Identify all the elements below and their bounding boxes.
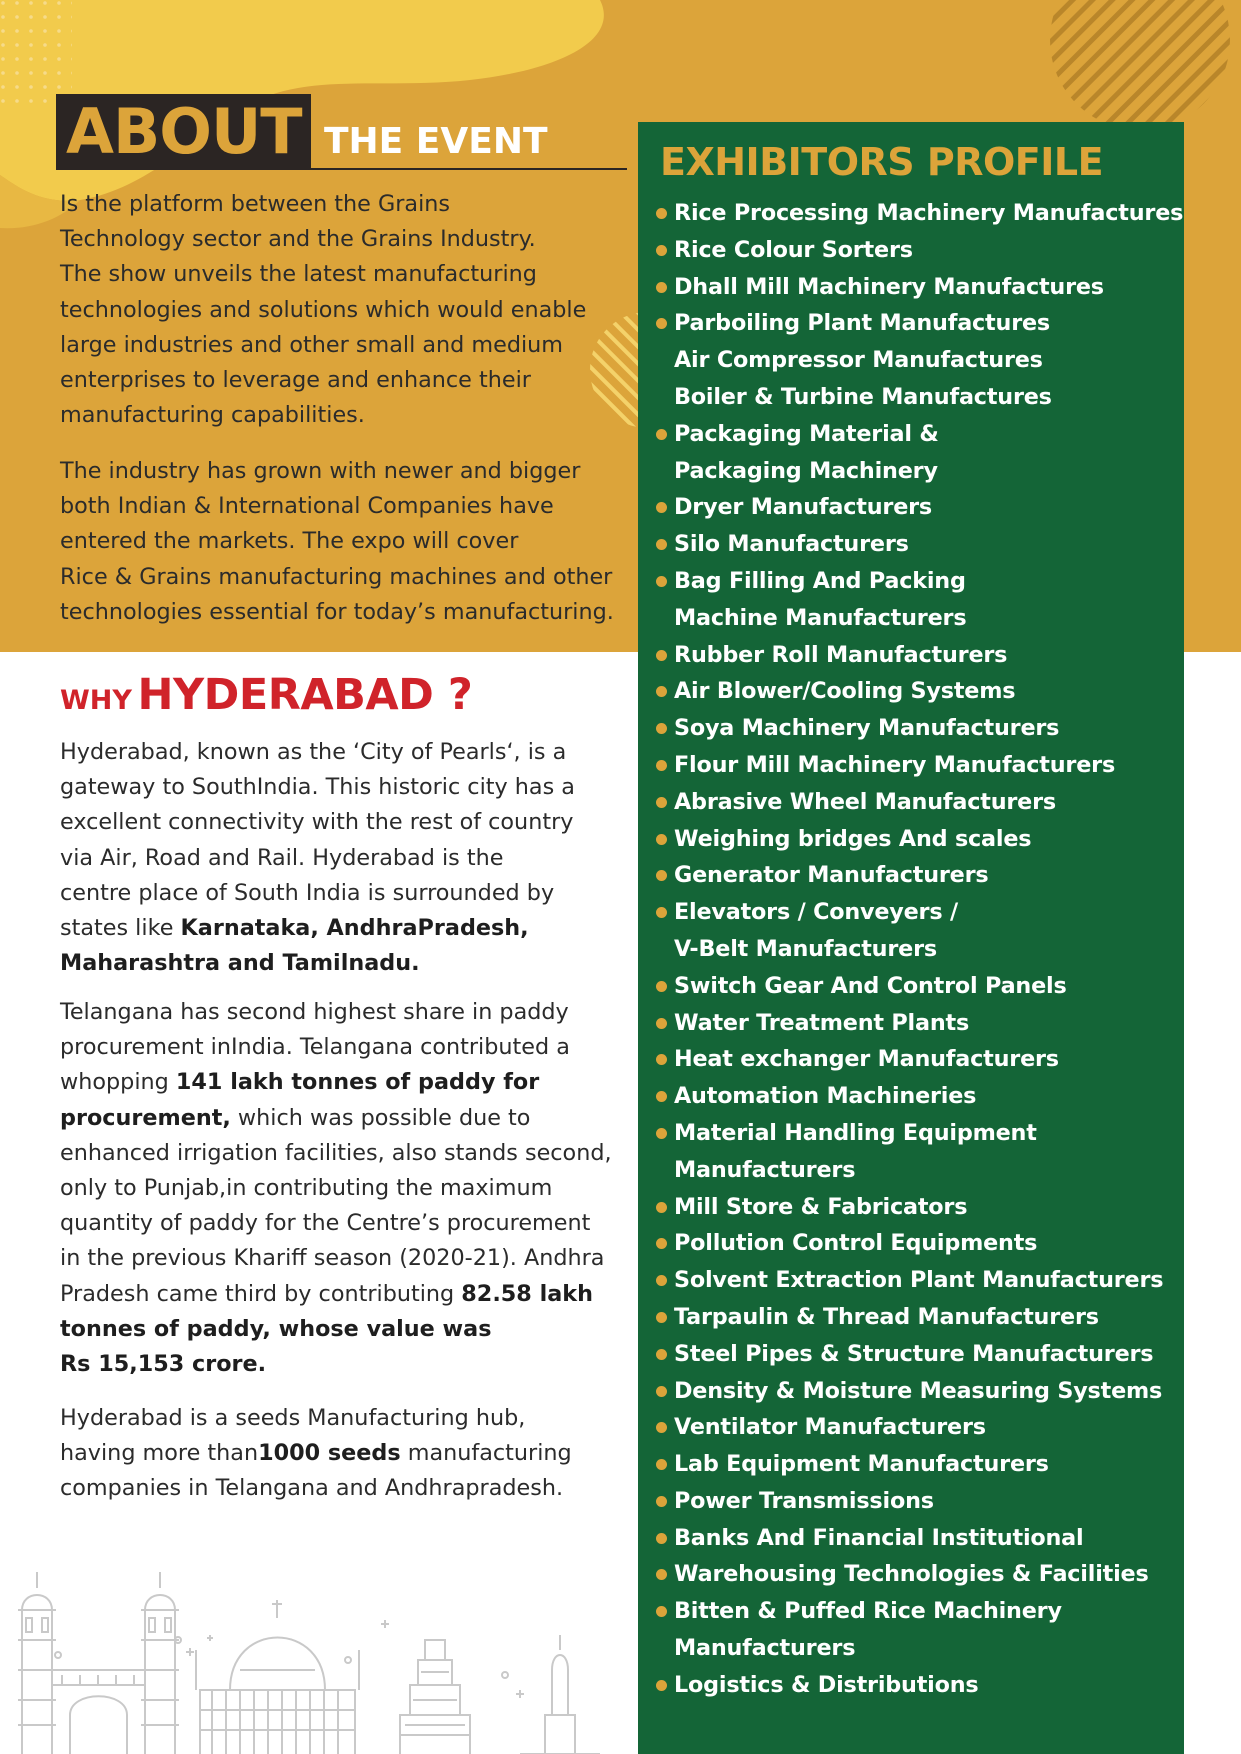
text-line: Telangana has second highest share in paddy xyxy=(60,999,569,1025)
text-line: The industry has grown with newer and bigger xyxy=(60,458,581,484)
exhibitor-item: Elevators / Conveyers / xyxy=(654,894,1180,931)
bold-text: 82.58 lakh xyxy=(461,1280,593,1307)
why-paragraph-1 xyxy=(60,735,640,981)
text-line: Is the platform between the Grains xyxy=(60,191,451,217)
exhibitor-item: Switch Gear And Control Panels xyxy=(654,968,1180,1005)
text-span: states like xyxy=(60,915,181,942)
exhibitor-item: Banks And Financial Institutional xyxy=(654,1520,1180,1557)
exhibitor-item: Weighing bridges And scales xyxy=(654,821,1180,858)
text-line: gateway to SouthIndia. This historic city has a xyxy=(60,774,575,801)
exhibitor-item: Rice Colour Sorters xyxy=(654,232,1180,269)
why-paragraph-3 xyxy=(60,1401,640,1507)
exhibitor-item: Generator Manufacturers xyxy=(654,857,1180,894)
exhibitor-item: Silo Manufacturers xyxy=(654,526,1180,563)
text-line xyxy=(60,1312,640,1347)
text-line: manufacturing capabilities. xyxy=(60,402,365,429)
exhibitor-item: Density & Moisture Measuring Systems xyxy=(654,1373,1180,1410)
why-title-big: HYDERABAD ? xyxy=(137,670,473,720)
text-line: centre place of South India is surrounded by xyxy=(60,879,555,906)
exhibitor-item: Manufacturers xyxy=(674,1156,856,1183)
exhibitor-item: V-Belt Manufacturers xyxy=(674,935,937,962)
text-line: companies in Telangana and Andhrapradesh. xyxy=(60,1475,564,1502)
exhibitor-item: Dhall Mill Machinery Manufactures xyxy=(654,269,1180,306)
text-line xyxy=(60,946,640,981)
exhibitor-item: Mill Store & Fabricators xyxy=(654,1189,1180,1226)
exhibitor-item: Boiler & Turbine Manufactures xyxy=(674,383,1052,410)
exhibitor-item: Parboiling Plant Manufactures xyxy=(654,305,1180,342)
text-line: both Indian & International Companies have xyxy=(60,493,554,520)
exhibitor-item: Packaging Material & xyxy=(654,416,1180,453)
exhibitor-item: Abrasive Wheel Manufacturers xyxy=(654,784,1180,821)
about-title-word: ABOUT xyxy=(56,94,311,170)
exhibitor-item: Heat exchanger Manufacturers xyxy=(654,1041,1180,1078)
text-line: large industries and other small and medium xyxy=(60,331,564,358)
text-line: only to Punjab,in contributing the maximum xyxy=(60,1175,553,1202)
text-line: Hyderabad, known as the ‘City of Pearls‘, is a xyxy=(60,739,567,765)
exhibitor-item: Soya Machinery Manufacturers xyxy=(654,710,1180,747)
exhibitor-item: Automation Machineries xyxy=(654,1078,1180,1115)
about-title-rest: THE EVENT xyxy=(324,121,548,162)
exhibitor-item: Pollution Control Equipments xyxy=(654,1225,1180,1262)
exhibitor-item: Air Blower/Cooling Systems xyxy=(654,673,1180,710)
exhibitor-item: Machine Manufacturers xyxy=(674,604,967,631)
text-line: quantity of paddy for the Centre’s procurement xyxy=(60,1210,591,1237)
exhibitor-item: Logistics & Distributions xyxy=(654,1667,1180,1704)
bold-text: Rs 15,153 crore. xyxy=(60,1351,267,1378)
exhibitor-item: Power Transmissions xyxy=(654,1483,1180,1520)
exhibitor-item: Flour Mill Machinery Manufacturers xyxy=(654,747,1180,784)
exhibitors-list xyxy=(654,195,1184,1704)
text-line: enterprises to leverage and enhance their xyxy=(60,367,531,394)
exhibitor-item: Ventilator Manufacturers xyxy=(654,1409,1180,1446)
text-line: procurement inIndia. Telangana contributed a xyxy=(60,1034,570,1061)
about-underline xyxy=(311,168,627,170)
text-line: via Air, Road and Rail. Hyderabad is the xyxy=(60,844,504,871)
exhibitor-item: Dryer Manufacturers xyxy=(654,489,1180,526)
striped-circle-top-right xyxy=(1050,0,1230,130)
exhibitor-item: Solvent Extraction Plant Manufacturers xyxy=(654,1262,1180,1299)
about-paragraph-1 xyxy=(60,187,640,433)
exhibitor-item: Manufacturers xyxy=(674,1635,856,1662)
exhibitor-item: Rice Processing Machinery Manufactures xyxy=(654,195,1180,232)
text-line xyxy=(60,1436,640,1471)
text-span: whopping xyxy=(60,1069,176,1096)
exhibitor-item: Bitten & Puffed Rice Machinery xyxy=(654,1593,1180,1630)
bold-text: Karnataka, AndhraPradesh, xyxy=(180,915,529,942)
why-paragraph-2 xyxy=(60,995,640,1382)
bold-text: tonnes of paddy, whose value was xyxy=(60,1315,492,1342)
text-line xyxy=(60,1101,640,1136)
exhibitor-item: Packaging Machinery xyxy=(674,457,938,484)
text-line: Rice & Grains manufacturing machines and other xyxy=(60,563,613,590)
text-span: Pradesh came third by contributing xyxy=(60,1280,462,1307)
exhibitors-title: EXHIBITORS PROFILE xyxy=(660,140,1104,184)
text-line: enhanced irrigation facilities, also stands second, xyxy=(60,1139,612,1166)
text-span: which was possible due to xyxy=(230,1104,531,1131)
exhibitors-profile-panel xyxy=(638,122,1184,1754)
text-line xyxy=(60,1347,640,1382)
exhibitor-item: Material Handling Equipment xyxy=(654,1115,1180,1152)
text-line: technologies essential for today’s manufacturing. xyxy=(60,598,614,625)
text-line: entered the markets. The expo will cover xyxy=(60,528,519,555)
exhibitor-item: Steel Pipes & Structure Manufacturers xyxy=(654,1336,1180,1373)
text-line: Hyderabad is a seeds Manufacturing hub, xyxy=(60,1405,526,1431)
text-line xyxy=(60,911,640,946)
exhibitor-item: Water Treatment Plants xyxy=(654,1005,1180,1042)
exhibitor-item: Tarpaulin & Thread Manufacturers xyxy=(654,1299,1180,1336)
bold-text: procurement, xyxy=(60,1104,231,1131)
text-line: The show unveils the latest manufacturing xyxy=(60,261,537,288)
bold-text: Maharashtra and Tamilnadu. xyxy=(60,950,420,977)
bold-text: 1000 seeds xyxy=(258,1440,401,1467)
about-paragraph-2 xyxy=(60,454,640,630)
why-hyderabad-heading xyxy=(60,670,472,720)
text-line xyxy=(60,1065,640,1100)
why-title-small: WHY xyxy=(60,685,132,716)
exhibitor-item: Warehousing Technologies & Facilities xyxy=(654,1556,1180,1593)
hyderabad-skyline-icon xyxy=(0,1500,640,1754)
exhibitor-item: Lab Equipment Manufacturers xyxy=(654,1446,1180,1483)
text-line: in the previous Khariff season (2020-21). Andhra xyxy=(60,1245,605,1272)
exhibitor-item: Bag Filling And Packing xyxy=(654,563,1180,600)
text-line: technologies and solutions which would enable xyxy=(60,296,587,323)
exhibitor-item: Rubber Roll Manufacturers xyxy=(654,637,1180,674)
text-span: manufacturing xyxy=(400,1440,572,1467)
about-heading xyxy=(56,94,572,170)
text-line: Technology sector and the Grains Industry. xyxy=(60,226,536,253)
text-line xyxy=(60,1277,640,1312)
text-span: having more than xyxy=(60,1440,259,1467)
exhibitor-item: Air Compressor Manufactures xyxy=(674,347,1043,374)
text-line: excellent connectivity with the rest of country xyxy=(60,809,574,836)
bold-text: 141 lakh tonnes of paddy for xyxy=(175,1069,540,1096)
